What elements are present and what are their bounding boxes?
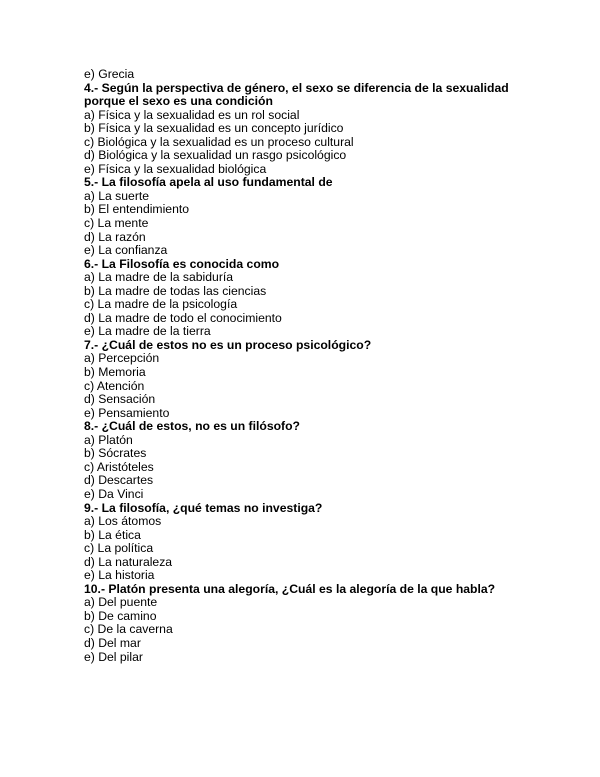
- question-5-option-e: e) La confianza: [84, 243, 168, 258]
- question-4-option-c: c) Biológica y la sexualidad es un proceso cultural: [84, 134, 354, 149]
- question-6-option-b: b) La madre de todas las ciencias: [84, 283, 267, 298]
- question-6-option-e: e) La madre de la tierra: [84, 324, 211, 339]
- quiz-content: [84, 68, 524, 664]
- question-5-option-b: b) El entendimiento: [84, 202, 190, 217]
- question-9: [84, 502, 524, 583]
- question-8-option-b: b) Sócrates: [84, 446, 147, 461]
- question-7-option-e: e) Pensamiento: [84, 405, 170, 420]
- question-4-option-a: a) Física y la sexualidad es un rol social: [84, 107, 300, 122]
- question-10-option-b: b) De camino: [84, 608, 157, 623]
- question-7-option-d: d) Sensación: [84, 392, 156, 407]
- question-8-option-d: d) Descartes: [84, 473, 154, 488]
- question-7-option-b: b) Memoria: [84, 365, 146, 380]
- question-5-title: 5.- La filosofía apela al uso fundamental de: [84, 175, 333, 190]
- question-6-title: 6.- La Filosofía es conocida como: [84, 256, 280, 271]
- question-4-option-d: d) Biológica y la sexualidad un rasgo psicológico: [84, 148, 347, 163]
- question-10-option-c: c) De la caverna: [84, 622, 173, 637]
- question-7-option-c: c) Atención: [84, 378, 145, 393]
- question-10-option-a: a) Del puente: [84, 595, 158, 610]
- question-8-option-e: e) Da Vinci: [84, 486, 144, 501]
- question-5: [84, 176, 524, 257]
- question-6-option-d: d) La madre de todo el conocimiento: [84, 310, 282, 325]
- question-8-option-a: a) Platón: [84, 432, 133, 447]
- question-4-title-line-2: porque el sexo es una condición: [84, 94, 273, 109]
- question-10-option-d: d) Del mar: [84, 635, 141, 650]
- question-5-option-c: c) La mente: [84, 216, 149, 231]
- leading-option: e) Grecia: [84, 67, 135, 81]
- question-9-option-a: a) Los átomos: [84, 514, 162, 529]
- question-10-title: 10.- Platón presenta una alegoría, ¿Cuál es la alegoría de la que habla?: [84, 581, 496, 596]
- question-7: [84, 339, 524, 420]
- question-9-option-e: e) La historia: [84, 568, 155, 583]
- question-5-option-a: a) La suerte: [84, 188, 150, 203]
- question-9-option-d: d) La naturaleza: [84, 554, 173, 569]
- question-8-title: 8.- ¿Cuál de estos, no es un filósofo?: [84, 419, 301, 434]
- question-6: [84, 258, 524, 339]
- question-6-option-a: a) La madre de la sabiduría: [84, 270, 234, 285]
- question-4-option-e: e) Física y la sexualidad biológica: [84, 161, 267, 176]
- question-5-option-d: d) La razón: [84, 229, 146, 244]
- question-4-title-line-1: 4.- Según la perspectiva de género, el sexo se diferencia de la sexualidad: [84, 80, 509, 95]
- question-7-option-a: a) Percepción: [84, 351, 160, 366]
- question-8-option-c: c) Aristóteles: [84, 459, 154, 474]
- question-8: [84, 420, 524, 501]
- question-9-option-b: b) La ética: [84, 527, 141, 542]
- question-10: [84, 583, 524, 664]
- question-6-option-c: c) La madre de la psicología: [84, 297, 238, 312]
- question-9-title: 9.- La filosofía, ¿qué temas no investiga?: [84, 500, 323, 515]
- question-10-option-e: e) Del pilar: [84, 649, 143, 664]
- question-4: [84, 82, 524, 177]
- question-7-title: 7.- ¿Cuál de estos no es un proceso psicológico?: [84, 337, 372, 352]
- question-9-option-c: c) La política: [84, 541, 154, 556]
- question-4-option-b: b) Física y la sexualidad es un concepto jurídico: [84, 121, 344, 136]
